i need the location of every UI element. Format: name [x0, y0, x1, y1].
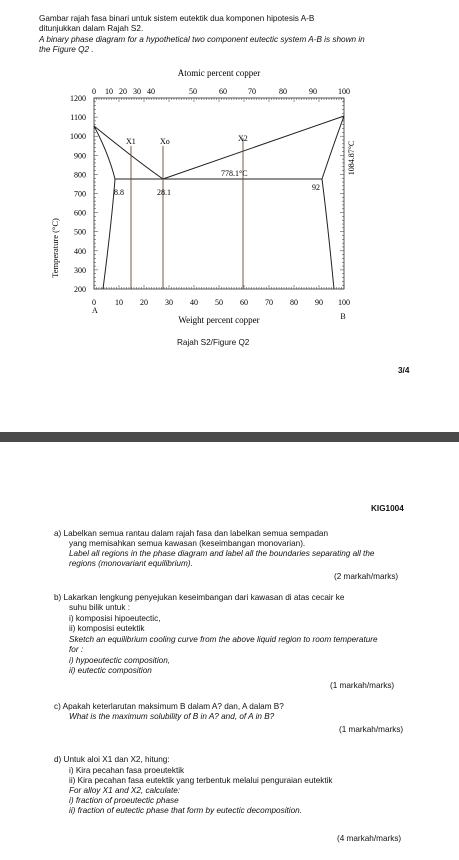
question-d-ms-3: ii) Kira pecahan fasa eutektik yang terbentuk melalui penguraian eutektik: [69, 776, 333, 785]
left-tick-label: 300: [74, 265, 86, 275]
left-tick-label: 500: [74, 227, 86, 237]
left-tick-label: 400: [74, 246, 86, 256]
question-d-marks: (4 markah/marks): [337, 834, 402, 843]
left-tick-labels: [70, 94, 86, 294]
question-a-en-2: regions (monovariant equilibrium).: [69, 559, 193, 568]
top-tick-label: 10: [105, 87, 113, 96]
solvus-right: [322, 179, 334, 289]
question-b-marks: (1 markah/marks): [330, 681, 395, 690]
question-c-ms-1: c) Apakah keterlarutan maksimum B dalam A? dan, A dalam B?: [54, 702, 284, 711]
top-tick-label: 90: [309, 87, 317, 96]
liquidus-right: [163, 116, 344, 179]
question-c-en-1: What is the maximum solubility of B in A? and, of A in B?: [69, 712, 275, 721]
bottom-tick-label: 90: [315, 298, 323, 307]
component-a-label: A: [92, 306, 98, 315]
question-b-ms-2: suhu bilik untuk :: [69, 603, 130, 612]
intro-text-en-1: A binary phase diagram for a hypothetical two component eutectic system A-B is shown in: [39, 35, 365, 44]
exam-page-4: [0, 442, 459, 860]
top-tick-label: 60: [219, 87, 227, 96]
alloy-x2-label: X2: [238, 134, 248, 143]
question-a-marks: (2 markah/marks): [334, 572, 399, 581]
question-d-en-2: i) fraction of proeutectic phase: [69, 796, 179, 805]
top-tick-label: 0: [92, 87, 96, 96]
bottom-tick-label: 30: [165, 298, 173, 307]
question-d-en-3: ii) fraction of eutectic phase that form by eutectic decomposition.: [69, 806, 303, 815]
top-tick-label: 70: [248, 87, 256, 96]
left-tick-label: 1200: [70, 94, 86, 103]
question-b-en-1: Sketch an equilibrium cooling curve from the above liquid region to room temperature: [69, 635, 378, 644]
top-tick-label: 80: [279, 87, 287, 96]
left-tick-label: 900: [74, 151, 86, 161]
question-a-en-1: Label all regions in the phase diagram and label all the boundaries separating all the: [69, 549, 375, 558]
alpha-max-label: 8.8: [114, 188, 124, 197]
question-c-marks: (1 markah/marks): [339, 725, 404, 734]
left-tick-label: 1100: [70, 113, 86, 123]
bottom-tick-label: 10: [115, 298, 123, 307]
left-axis-title: Temperature (°C): [50, 218, 60, 278]
question-a-ms-1: a) Labelkan semua rantau dalam rajah fasa dan labelkan semua sempadan: [54, 529, 329, 538]
axis-minor-ticks: [94, 98, 344, 289]
intro-text-en-2: the Figure Q2 .: [39, 45, 94, 54]
beta-min-label: 92: [312, 183, 320, 192]
question-b-ms-4: ii) komposisi eutektik: [69, 624, 145, 633]
alloy-xo-label: Xo: [160, 137, 170, 146]
bottom-tick-label: 70: [265, 298, 273, 307]
intro-text-ms-2: ditunjukkan dalam Rajah S2.: [39, 24, 144, 33]
question-d-en-1: For alloy X1 and X2, calculate:: [69, 786, 181, 795]
bottom-tick-label: 50: [215, 298, 223, 307]
left-tick-label: 700: [74, 189, 86, 199]
bottom-tick-labels: [92, 298, 350, 307]
eutectic-temp-label: 778.1°C: [221, 169, 248, 178]
top-tick-labels: [92, 87, 350, 96]
left-tick-label: 800: [74, 170, 86, 180]
top-tick-label: 40: [147, 87, 155, 96]
course-code: KIG1004: [371, 504, 404, 513]
question-d-ms-1: d) Untuk aloi X1 dan X2, hitung:: [54, 755, 170, 764]
bottom-tick-label: 20: [140, 298, 148, 307]
liquidus-left: [94, 126, 163, 179]
question-b-en-4: ii) eutectic composition: [69, 666, 152, 675]
plot-frame: [94, 98, 344, 289]
question-b-en-3: i) hypoeutectic composition,: [69, 656, 171, 665]
question-d-ms-2: i) Kira pecahan fasa proeutektik: [69, 766, 185, 775]
page-number: 3/4: [398, 366, 410, 375]
left-tick-label: 600: [74, 208, 86, 218]
question-b-en-2: for :: [69, 645, 84, 654]
top-tick-label: 20: [119, 87, 127, 96]
question-b-ms-1: b) Lakarkan lengkung penyejukan keseimbangan dari kawasan di atas cecair ke: [54, 593, 345, 602]
figure-caption: Rajah S2/Figure Q2: [177, 338, 250, 347]
top-tick-label: 100: [338, 87, 350, 96]
component-b-label: B: [340, 312, 346, 321]
bottom-axis-title: Weight percent copper: [178, 315, 260, 325]
left-tick-label: 200: [74, 285, 86, 294]
bottom-tick-label: 100: [338, 298, 350, 307]
bottom-tick-label: 60: [240, 298, 248, 307]
bottom-tick-label: 0: [92, 298, 96, 307]
intro-text-ms-1: Gambar rajah fasa binari untuk sistem eutektik dua komponen hipotesis A-B: [39, 14, 315, 23]
question-b-ms-3: i) komposisi hipoeutectic,: [69, 614, 161, 623]
question-a-ms-2: yang memisahkan semua kawasan (keseimbangan monovarian).: [69, 539, 306, 548]
right-melting-label: 1084.87°C: [347, 140, 356, 176]
top-tick-label: 50: [189, 87, 197, 96]
bottom-tick-label: 80: [290, 298, 298, 307]
alloy-x1-label: X1: [126, 137, 136, 146]
eutectic-comp-label: 28.1: [157, 188, 171, 197]
top-tick-label: 30: [133, 87, 141, 96]
bottom-tick-label: 40: [190, 298, 198, 307]
left-tick-label: 1000: [70, 132, 86, 142]
page-separator: [0, 432, 459, 442]
solidus-right: [322, 116, 344, 179]
top-axis-title: Atomic percent copper: [177, 68, 261, 78]
